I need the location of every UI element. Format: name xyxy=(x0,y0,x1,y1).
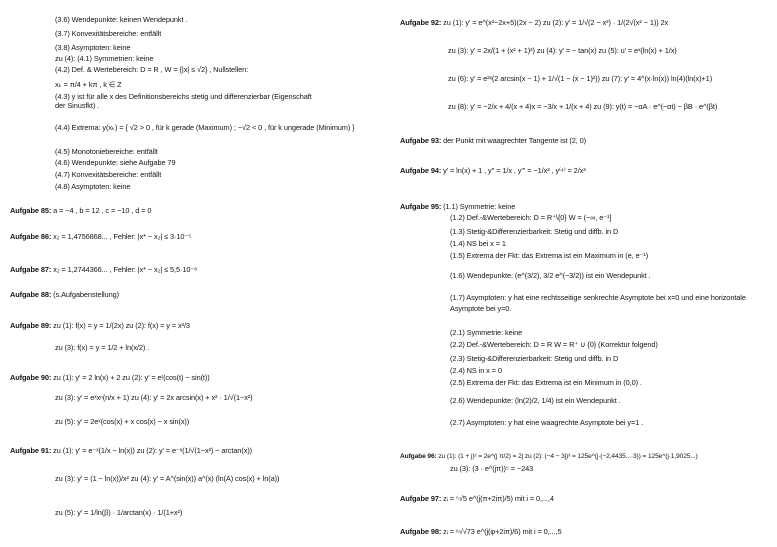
text-line: (2.3) Stetig-&Differenzierbarkeit: Stetig und diffb. in D xyxy=(450,354,619,363)
text-line: zu (5): y' = 1/ln(β) · 1/arctan(x) · 1/(1+x²) xyxy=(55,508,183,517)
aufgabe-93: Aufgabe 93: der Punkt mit waagrechter Tangente ist (2, 0) xyxy=(400,136,586,145)
text-line: (4.2) Def. & Wertebereich: D = R , W = {|x| ≤ √2} , Nullstellen: xyxy=(55,65,249,74)
text-line: zu (3): y' = 2x/(1 + (x² + 1)²) zu (4): y' = − tan(x) zu (5): u' = eˣ(ln(x) + 1/x) xyxy=(448,46,677,55)
text-line: (3.7) Konvexitätsbereiche: entfällt xyxy=(55,29,162,38)
aufgabe-90: Aufgabe 90: zu (1): y' = 2 ln(x) + 2 zu (2): y' = eᵗ(cos(t) − sin(t)) xyxy=(10,373,210,382)
text-line: zu (6): y' = e²ˣ(2 arcsin(x − 1) + 1/√(1 − (x − 1)²)) zu (7): y' = 4^(x·ln(x)) ln(4)(ln(x)+1) xyxy=(448,74,713,83)
text-line: (1.4) NS bei x = 1 xyxy=(450,239,506,248)
text-line: xₖ = π/4 + kπ , k ∈ Z xyxy=(55,80,122,89)
aufgabe-91: Aufgabe 91: zu (1): y' = e⁻ˣ(1/x − ln(x)) zu (2): y' = e⁻ˣ(1/√(1−x²) − arctan(x)) xyxy=(10,446,253,455)
aufgabe-95: Aufgabe 95: (1.1) Symmetrie: keine xyxy=(400,202,516,211)
text-line: (3.8) Asymptoten: keine xyxy=(55,43,131,52)
text-line: (1.3) Stetig-&Differenzierbarkeit: Stetig und diffb. in D xyxy=(450,227,619,236)
text-line: der Sinusfkt) . xyxy=(55,101,100,110)
text-line: (4.6) Wendepunkte: siehe Aufgabe 79 xyxy=(55,158,176,167)
aufgabe-88: Aufgabe 88: (s.Aufgabenstellung) xyxy=(10,290,119,299)
aufgabe-98: Aufgabe 98: zᵢ = ⁶√√73 e^(j(φ+2iπ)/6) mit i = 0,...,5 xyxy=(400,527,562,536)
aufgabe-89: Aufgabe 89: zu (1): f(x) = y = 1/(2x) zu (2): f(x) = y = x²/3 xyxy=(10,321,190,330)
text-line: (2.5) Extrema der Fkt: das Extrema ist ein Minimum in (0,0) . xyxy=(450,378,642,387)
aufgabe-87: Aufgabe 87: x₂ = 1,2744366... , Fehler: |x* − x₂| ≤ 5,5·10⁻⁸ xyxy=(10,265,198,274)
text-line: (1.5) Extrema der Fkt: das Extrema ist ein Maximum in (e, e⁻¹) xyxy=(450,251,649,260)
text-line: zu (5): y' = 2eˣ(cos(x) + x cos(x) − x sin(x)) xyxy=(55,417,190,426)
text-line: (2.6) Wendepunkte: (ln(2)/2, 1/4) ist ein Wendepunkt . xyxy=(450,396,621,405)
text-line: zu (8): y' = −2/x + 4/(x + 4)x = −3/x + 1/(x + 4) zu (9): y(t) = −αA · e^(−αt) − βB · e^(βt) xyxy=(448,102,718,111)
text-line: (1.6) Wendepunkte: (e^(3/2), 3/2 e^(−3/2)) ist ein Wendepunkt . xyxy=(450,271,651,280)
text-line: (1.2) Def.-&Wertebereich: D = R⁺\{0} W = (−∞, e⁻¹] xyxy=(450,213,612,222)
text-line: (2.2) Def.-&Wertebereich: D = R W = R⁺ ∪ {0} (Korrektur folgend) xyxy=(450,340,658,349)
text-line: Asymptote bei y=0. xyxy=(450,304,512,313)
text-line: (3.6) Wendepunkte: keinen Wendepunkt . xyxy=(55,15,188,24)
text-line: (2.1) Symmetrie: keine xyxy=(450,328,523,337)
aufgabe-86: Aufgabe 86: x₂ = 1,4756868... , Fehler: |x* − x₂| ≤ 3·10⁻⁵ xyxy=(10,232,192,241)
text-line: (1.7) Asymptoten: y hat eine rechtsseitige senkrechte Asymptote bei x=0 und eine horizontale xyxy=(450,293,746,302)
text-line: zu (3): f(x) = y = 1/2 + ln(x/2) . xyxy=(55,343,150,352)
text-line: (4.7) Konvexitätsbereiche: entfällt xyxy=(55,170,162,179)
text-line: (4.3) y ist für alle x des Definitionsbereichs stetig und differenzierbar (Eigenschaft xyxy=(55,92,312,101)
aufgabe-85: Aufgabe 85: a = −4 , b = 12 , c = −10 , d = 0 xyxy=(10,206,152,215)
text-line: (4.8) Asymptoten: keine xyxy=(55,182,131,191)
text-line: (4.4) Extrema: y(xₖ) = { √2 > 0 , für k gerade (Maximum) ; −√2 < 0 , für k ungerade (Minimum) } xyxy=(55,123,355,132)
text-line: (2.4) NS in x = 0 xyxy=(450,366,502,375)
aufgabe-96: Aufgabe 96: zu (1): (1 + j)² = 2e^(j π/2) = 2j zu (2): (−4 − 3j)³ = 125e^(j·(−2,4435...·3)) = 125e^(j·1,9025...) xyxy=(400,453,698,460)
right-column xyxy=(386,0,777,547)
text-line: (2.7) Asymptoten: y hat eine waagrechte Asymptote bei y=1 . xyxy=(450,418,644,427)
aufgabe-92: Aufgabe 92: zu (1): y' = e^(x²−2x+5)(2x − 2) zu (2): y' = 1/√(2 − x²) · 1/(2√(x² − 1)) 2x xyxy=(400,18,669,27)
text-line: (4.5) Monotoniebereiche: entfällt xyxy=(55,147,158,156)
text-line: zu (4): (4.1) Symmetrien: keine xyxy=(55,54,154,63)
aufgabe-94: Aufgabe 94: y' = ln(x) + 1 , y'' = 1/x , y''' = −1/x² , y⁽⁴⁾ = 2/x³ xyxy=(400,166,586,175)
aufgabe-97: Aufgabe 97: zᵢ = ⁵√5 e^(j(π+2iπ)/5) mit i = 0,...,4 xyxy=(400,494,554,503)
left-column xyxy=(0,0,386,547)
text-line: zu (3): (3 · e^(jπ))⁵ = −243 xyxy=(450,464,534,473)
text-line: zu (3): y' = (1 − ln(x))/x² zu (4): y' = A^(sin(x)) a^(x) (ln(A) cos(x) + ln(a)) xyxy=(55,474,280,483)
text-line: zu (3): y' = eˣxⁿ(n/x + 1) zu (4): y' = 2x arcsin(x) + x² · 1/√(1−x²) xyxy=(55,393,253,402)
